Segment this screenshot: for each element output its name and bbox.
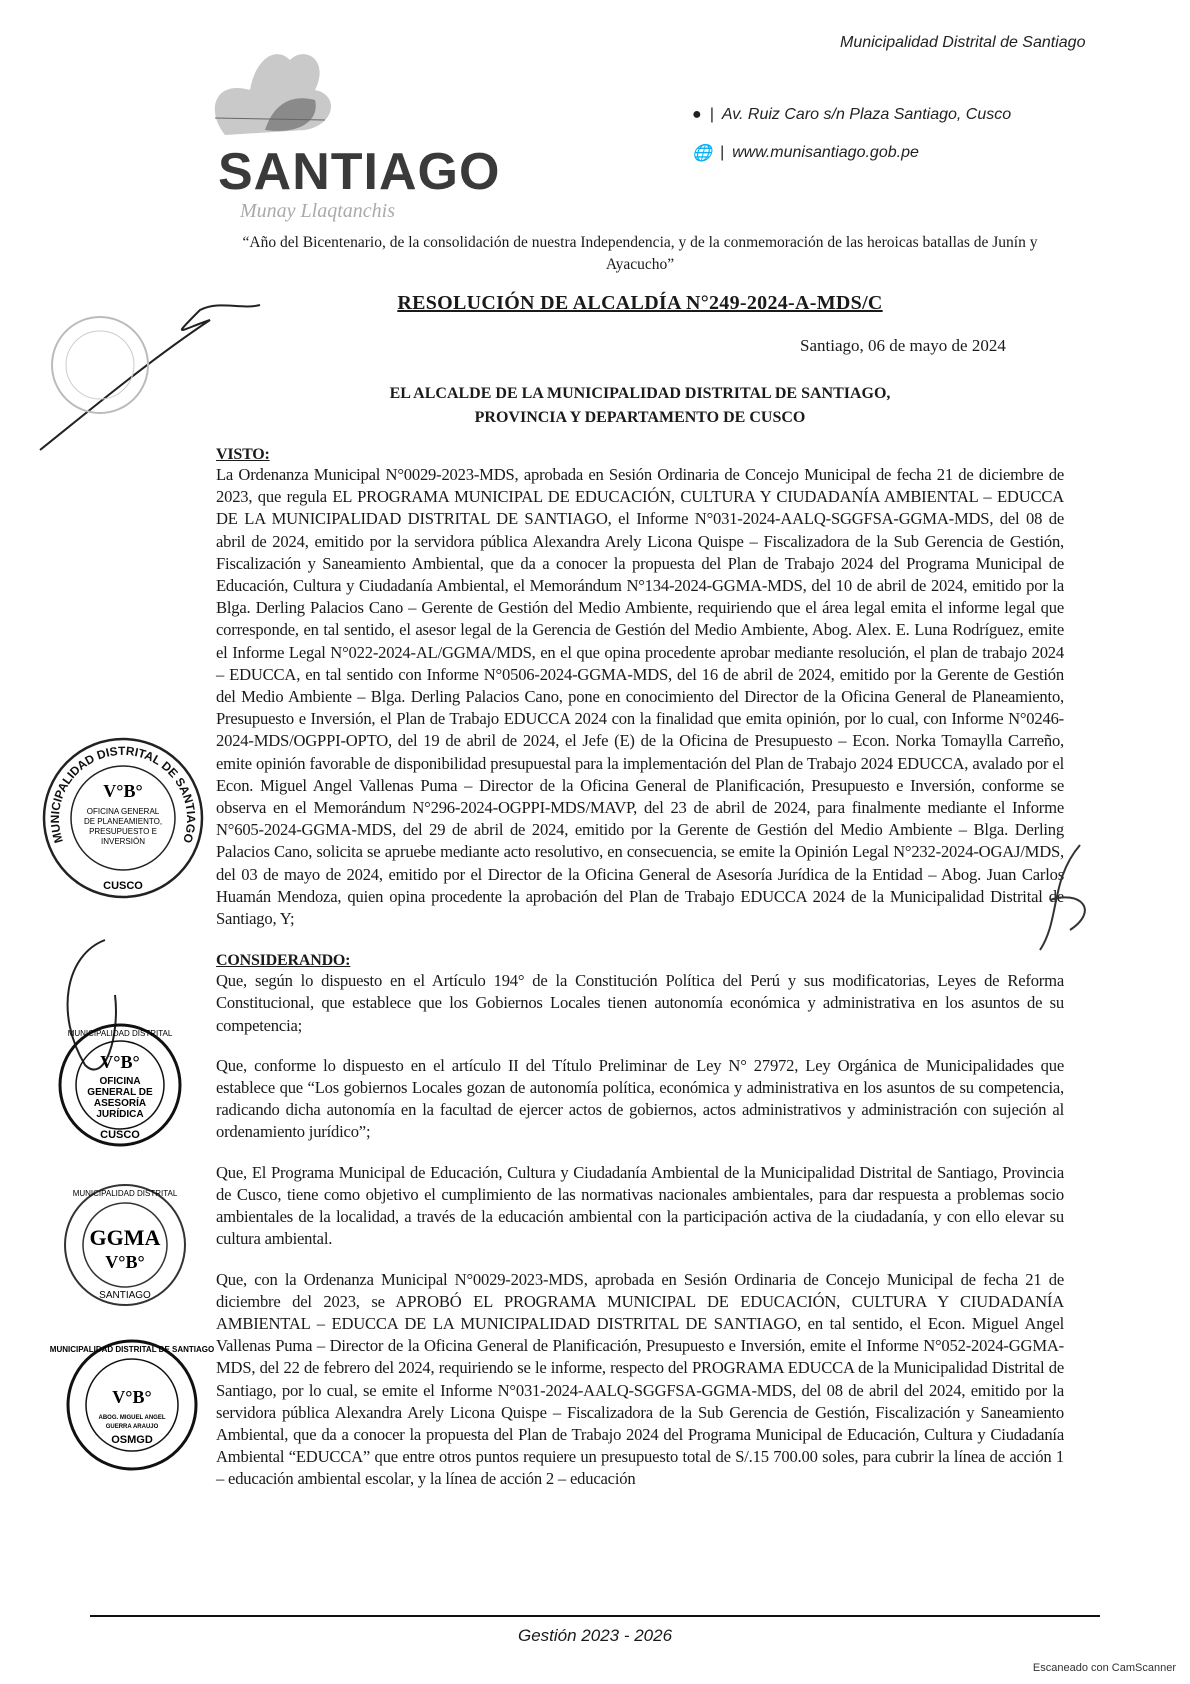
- footer-divider: [90, 1615, 1100, 1617]
- year-motto: “Año del Bicentenario, de la consolidación de nuestra Independencia, y de la conmemoración de las heroicas batallas de Junín y Ayacucho”: [242, 234, 1038, 273]
- stamp-text: JURÍDICA: [96, 1109, 144, 1120]
- address-row: [692, 106, 1011, 124]
- considerando-heading: CONSIDERANDO:: [216, 952, 351, 970]
- stamp-text: SANTIAGO: [99, 1290, 151, 1301]
- globe-icon: 🌐: [692, 145, 712, 162]
- visto-heading: VISTO:: [216, 446, 270, 463]
- stamp-text: MUNICIPALIDAD DISTRITAL: [67, 1029, 173, 1038]
- stamp-text: GENERAL DE: [87, 1087, 153, 1098]
- signature-mark: [1030, 840, 1110, 960]
- stamp-text: MUNICIPALIDAD DISTRITAL DE SANTIAGO: [49, 1345, 215, 1354]
- stamp-text: OFICINA GENERAL: [86, 807, 160, 816]
- separator: |: [709, 106, 714, 123]
- stamp-text: GGMA: [89, 1225, 161, 1250]
- separator: |: [719, 144, 725, 161]
- stamp-opppi: [40, 735, 206, 906]
- stamp-text: GUERRA ARAUJO: [105, 1424, 159, 1430]
- stamp-text: DE PLANEAMIENTO,: [83, 817, 163, 826]
- resolution-date: Santiago, 06 de mayo de 2024: [800, 336, 1006, 355]
- scanner-watermark: Escaneado con CamScanner: [1032, 1662, 1176, 1674]
- stamp-text: V°B°: [105, 1252, 145, 1272]
- institution-name: Municipalidad Distrital de Santiago: [840, 34, 1086, 51]
- website-row: [692, 143, 919, 163]
- logo-wordmark: SANTIAGO: [218, 143, 501, 201]
- logo-tagline: Munay Llaqtanchis: [240, 200, 395, 222]
- stamp-text: CUSCO: [103, 880, 143, 892]
- stamp-center: V°B°: [103, 781, 143, 801]
- faded-stamp: [45, 310, 155, 420]
- stamp-text: CUSCO: [100, 1129, 140, 1141]
- stamp-text: MUNICIPALIDAD DISTRITAL DE SANTIAGO: [47, 743, 199, 845]
- visto-text: La Ordenanza Municipal N°0029-2023-MDS, aprobada en Sesión Ordinaria de Concejo Municipal de fecha 21 de diciembre de 2023, que regula EL PROGRAMA MUNICIPAL DE EDUCACIÓN, CULTURA Y CIUDADANÍA AMBIENTAL – EDUCCA DE LA MUNICIPALIDAD DISTRITAL DE SANTIAGO, el Informe N°031-2024-AALQ-SGGFSA-GGMA-MDS, del 08 de abril de 2024, emitido por la servidora pública Alexandra Arely Licona Quispe – Fiscalizadora de la Sub Gerencia de Gestión, Fiscalización y Saneamiento Ambiental, que da a conocer la propuesta del Plan de Trabajo 2024 del Programa Municipal de Educación, Cultura y Ciudadanía Ambiental, el Memorándum N°134-2024-GGMA-MDS, del 10 de abril de 2024, emitido por la Blga. Derling Palacios Cano – Gerente de Gestión del Medio Ambiente, requiriendo que el área legal emita el informe legal que corresponde, en tal sentido, el asesor legal de la Gerencia de Gestión del Medio Ambiente, Abog. Alex. E. Luna Rodríguez, emite el Informe Legal N°022-2024-AL/GGMA/MDS, en el que opina procedente aprobar mediante resolución, el plan de trabajo 2024 – EDUCCA, en tal sentido con Informe N°0506-2024-GGMA-MDS, del 16 de abril de 2024, emitido por la Gerente de Gestión del Medio Ambiente – Blga. Derling Palacios Cano, pone en conocimiento del Director de la Oficina General de Planeamiento, Presupuesto e Inversión, el Plan de Trabajo EDUCCA 2024 con la finalidad que emita opinión, por lo cual, con Informe N°0246-2024-MDS/OGPPI-OPTO, del 19 de abril de 2024, el Jefe (E) de la Oficina de Presupuesto – Econ. Norka Tomaylla Carreño, emite opinión favorable de disponibilidad presupuestal para la implementación del Plan de Trabajo 2024 EDUCCA, avalado por el Econ. Miguel Angel Vallenas Puma – Director de la Oficina General de Planificación, Presupuesto e Inversión, conforme se observa en el Memorándum N°296-2024-OGPPI-MDS/MAVP, del 23 de abril de 2024, para finalmente mediante el Informe N°605-2024-GGMA-MDS, del 29 de abril de 2024, emitido por la Gerente de Gestión del Medio Ambiente – Blga. Derling Palacios Cano, solicita se apruebe mediante acto resolutivo, en consecuencia, se emite la Opinión Legal N°232-2024-OGAJ/MDS, del 03 de mayo de 2024, emitido por el Director de la Oficina General de Asesoría Jurídica de la Entidad – Abog. Juan Carlos Huamán Mendoza, quien opina procedente la aprobación del Plan de Trabajo EDUCCA 2024 de la Municipalidad Distrital de Santiago, Y;: [216, 465, 1064, 929]
- authority-heading: EL ALCALDE DE LA MUNICIPALIDAD DISTRITAL DE SANTIAGO, PROVINCIA Y DEPARTAMENTO DE CUSCO: [389, 385, 891, 426]
- stamp-ogaj: [55, 1020, 185, 1155]
- document-body: [216, 446, 1064, 1509]
- location-pin-icon: ●: [692, 106, 702, 123]
- logo-flower-icon: [195, 40, 345, 145]
- stamp-text: V°B°: [100, 1052, 140, 1072]
- website-link[interactable]: www.munisantiago.gob.pe: [732, 144, 919, 161]
- stamp-text: V°B°: [112, 1387, 152, 1407]
- stamp-osmgd: [49, 1335, 215, 1480]
- stamp-text: MUNICIPALIDAD DISTRITAL: [72, 1189, 178, 1198]
- stamp-text: INVERSIÓN: [100, 837, 146, 846]
- considerando-paragraph: Que, conforme lo dispuesto en el artículo II del Título Preliminar de Ley N° 27972, Ley Orgánica de Municipalidades que establece que “Los gobiernos Locales gozan de autonomía política, económica y administrativa en los asuntos de su competencia, radicando dicha autonomía en la facultad de ejercer actos de gobiernos, actos administrativos y administración con sujeción al ordenamiento jurídico”;: [216, 1055, 1064, 1142]
- address: Av. Ruiz Caro s/n Plaza Santiago, Cusco: [721, 106, 1012, 123]
- stamp-text: ASESORÍA: [93, 1098, 147, 1109]
- stamp-text: OSMGD: [111, 1434, 153, 1446]
- considerando-paragraph: Que, con la Ordenanza Municipal N°0029-2023-MDS, aprobada en Sesión Ordinaria de Concejo Municipal de fecha 21 de diciembre del 2023, se APROBÓ EL PROGRAMA MUNICIPAL DE EDUCACIÓN, CULTURA Y CIUDADANÍA AMBIENTAL – EDUCCA DE LA MUNICIPALIDAD DISTRITAL DE SANTIAGO, en tal sentido, el Econ. Miguel Angel Vallenas Puma – Director de la Oficina General de Planificación, Presupuesto e Inversión, emite el Informe N°052-2024-GGMA-MDS, del 22 de febrero del 2024, requiriendo se le informe, respecto del PROGRAMA EDUCCA de la Municipalidad Distrital de Santiago, por lo cual, se emite el Informe N°031-2024-AALQ-SGGFSA-GGMA-MDS, del 08 de abril del 2024, emitido por la servidora pública Alexandra Arely Licona Quispe – Fiscalizadora de la Sub Gerencia de Gestión, Fiscalización y Saneamiento Ambiental, que da a conocer la propuesta del Plan de Trabajo 2024 del Programa Municipal de Educación, Cultura y Ciudadanía Ambiental “EDUCCA” que entre otros puntos requiere un presupuesto total de S/.15 700.00 soles, para cubrir la línea de acción 1 – educación ambiental escolar, y la línea de acción 2 – educación: [216, 1269, 1064, 1489]
- resolution-title: RESOLUCIÓN DE ALCALDÍA N°249-2024-A-MDS/C: [397, 292, 883, 314]
- stamp-text: PRESUPUESTO E: [89, 827, 157, 836]
- stamp-ggma: [60, 1180, 190, 1315]
- stamp-text: ABOG. MIGUEL ANGEL: [98, 1415, 166, 1421]
- considerando-paragraph: Que, según lo dispuesto en el Artículo 194° de la Constitución Política del Perú y sus modificatorias, Leyes de Reforma Constitucional, que establece que los Gobiernos Locales tienen autonomía económica y administrativa en los asuntos de su competencia;: [216, 971, 1064, 1035]
- considerando-paragraph: Que, El Programa Municipal de Educación, Cultura y Ciudadanía Ambiental de la Municipalidad Distrital de Santiago, Provincia de Cusco, tiene como objetivo el cumplimiento de las normativas nacionales ambientales, para dar respuesta a problemas socio ambientales de la localidad, a través de la educación ambiental con la participación activa de la ciudadanía, y con ello elevar su cultura ambiental.: [216, 1162, 1064, 1249]
- stamp-text: OFICINA: [99, 1076, 141, 1087]
- footer-text: Gestión 2023 - 2026: [517, 1626, 673, 1645]
